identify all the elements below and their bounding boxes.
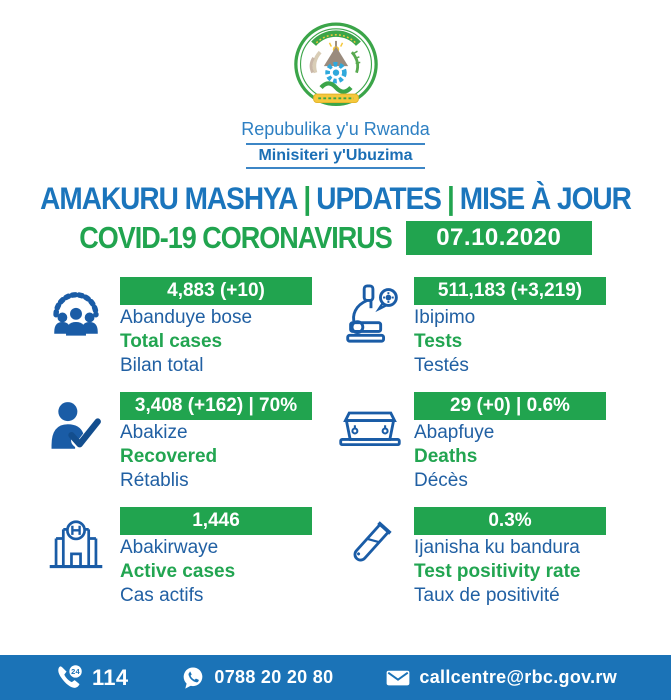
- stat-label-french: Bilan total: [120, 355, 204, 376]
- stat-label-kinyarwanda: Ijanisha ku bandura: [414, 537, 580, 558]
- whatsapp-icon: [180, 665, 206, 691]
- rwanda-coat-of-arms-logo: [280, 20, 392, 116]
- hotline-number: 114: [91, 664, 129, 690]
- microscope-icon: [334, 277, 406, 377]
- stat-card-recovered: [40, 392, 334, 492]
- person-check-icon: [40, 392, 112, 492]
- title-part-french: MISE À JOUR: [459, 181, 631, 216]
- stat-label-kinyarwanda: Abapfuye: [414, 422, 495, 443]
- stat-card-deaths: [334, 392, 628, 492]
- title-separator: |: [446, 181, 454, 216]
- stat-card-active-cases: [40, 507, 334, 607]
- stat-value: 1,446: [120, 507, 312, 535]
- page-title: [40, 181, 631, 217]
- subtitle-row: [0, 221, 671, 255]
- stat-label-english: Test positivity rate: [414, 561, 581, 582]
- ministry-name: Minisiteri y'Ubuzima: [246, 143, 424, 169]
- stat-label-kinyarwanda: Abakirwaye: [120, 537, 219, 558]
- covid-subtitle: COVID-19 CORONAVIRUS: [79, 220, 392, 255]
- stat-card-total-cases: [40, 277, 334, 377]
- whatsapp-number: 0788 20 20 80: [214, 667, 334, 687]
- stat-value: 3,408 (+162) | 70%: [120, 392, 312, 420]
- stat-label-english: Recovered: [120, 446, 218, 467]
- stats-grid: [40, 277, 671, 607]
- stat-label-kinyarwanda: Ibipimo: [414, 307, 476, 328]
- stat-label-french: Taux de positivité: [414, 585, 560, 606]
- title-part-kinyarwanda: AMAKURU MASHYA: [40, 181, 298, 216]
- stat-label-english: Tests: [414, 331, 463, 352]
- country-name: Repubulika y'u Rwanda: [241, 119, 430, 139]
- stat-label-kinyarwanda: Abanduye bose: [120, 307, 253, 328]
- stat-label-kinyarwanda: Abakize: [120, 422, 188, 443]
- title-separator: |: [303, 181, 311, 216]
- svg-text:24: 24: [71, 666, 80, 676]
- stat-label-french: Décès: [414, 470, 468, 491]
- stat-label-french: Testés: [414, 355, 469, 376]
- hotline-contact: [54, 663, 128, 693]
- title-part-english: UPDATES: [316, 181, 441, 216]
- stat-value: 0.3%: [414, 507, 606, 535]
- stat-label-english: Active cases: [120, 561, 236, 582]
- email-address: callcentre@rbc.gov.rw: [419, 667, 617, 687]
- envelope-icon: [385, 667, 411, 689]
- stat-card-tests: [334, 277, 628, 377]
- email-contact: [385, 667, 617, 689]
- stat-label-french: Cas actifs: [120, 585, 204, 606]
- title-block: [0, 183, 671, 255]
- coffin-icon: [334, 392, 406, 492]
- report-date-badge: 07.10.2020: [406, 221, 592, 255]
- stat-value: 511,183 (+3,219): [414, 277, 606, 305]
- stat-value: 4,883 (+10): [120, 277, 312, 305]
- hospital-icon: [40, 507, 112, 607]
- phone-24h-icon: [54, 663, 84, 693]
- stat-label-english: Total cases: [120, 331, 223, 352]
- test-tube-icon: [334, 507, 406, 607]
- stat-value: 29 (+0) | 0.6%: [414, 392, 606, 420]
- people-group-icon: [40, 277, 112, 377]
- stat-label-english: Deaths: [414, 446, 478, 467]
- stat-card-test-positivity: [334, 507, 628, 607]
- footer-contact-bar: [0, 655, 671, 700]
- stat-label-french: Rétablis: [120, 470, 189, 491]
- header: [0, 0, 671, 169]
- whatsapp-contact: [180, 665, 333, 691]
